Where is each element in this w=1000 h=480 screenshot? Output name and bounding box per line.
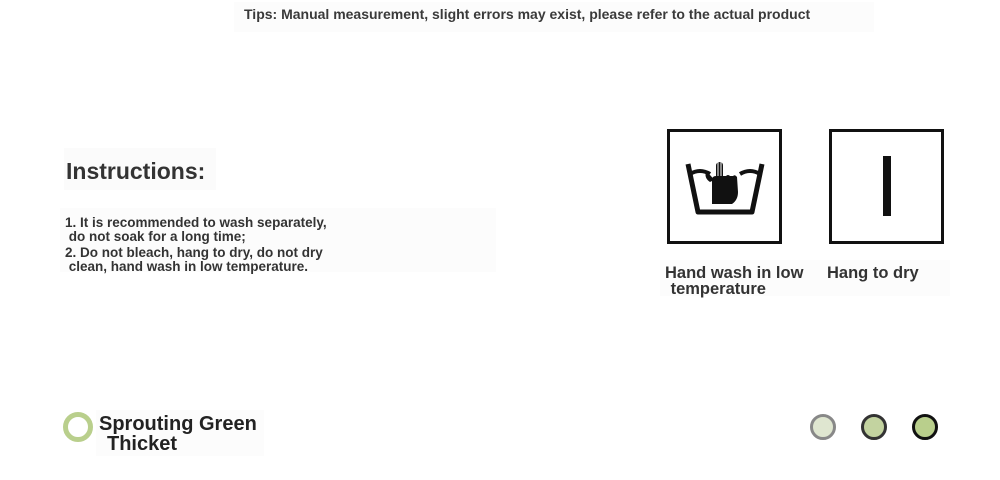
swatch-medium-green[interactable]	[861, 414, 887, 440]
selected-color-ring[interactable]	[63, 412, 93, 442]
hang-dry-label: Hang to dry	[827, 264, 919, 282]
hand-wash-icon	[667, 129, 782, 244]
color-name-line-2: Thicket	[107, 433, 178, 455]
color-name-line-1: Sprouting Green	[99, 413, 257, 435]
tips-banner	[234, 2, 874, 32]
swatch-light-green[interactable]	[810, 414, 836, 440]
hand-wash-label-line-1: Hand wash in low	[665, 264, 804, 282]
tips-text: Tips: Manual measurement, slight errors may exist, please refer to the actual product	[244, 6, 811, 22]
swatch-sprouting-green[interactable]	[912, 414, 938, 440]
instructions-title: Instructions:	[66, 158, 206, 184]
hang-dry-icon	[829, 129, 944, 244]
instruction-line-3: 2. Do not bleach, hang to dry, do not dry	[65, 245, 323, 260]
instruction-line-4: clean, hand wash in low temperature.	[65, 259, 309, 274]
hand-wash-label-line-2: temperature	[666, 280, 766, 298]
instruction-line-2: do not soak for a long time;	[65, 229, 246, 244]
instruction-line-1: 1. It is recommended to wash separately,	[65, 215, 327, 230]
